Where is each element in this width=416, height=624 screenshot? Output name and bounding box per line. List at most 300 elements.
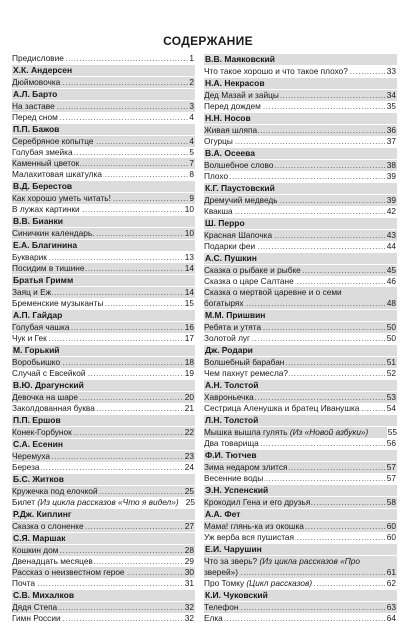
toc-entry [12, 263, 195, 274]
entry-title [12, 263, 85, 274]
toc-entry [204, 462, 397, 473]
entry-title [204, 276, 295, 287]
page-number: 57 [386, 462, 396, 472]
toc-right-column [204, 53, 397, 624]
entry-title-text: Уж верба вся пушистая [204, 532, 295, 542]
entry-title-text: Про Томку [204, 578, 245, 588]
author-heading: Х.К. Андерсен [12, 65, 195, 76]
entry-title [204, 333, 251, 344]
page-number: 35 [386, 101, 396, 111]
author-heading: П.П. Ершов [12, 415, 195, 426]
toc-entry [204, 241, 397, 252]
author-heading: А.С. Пушкин [204, 253, 397, 264]
author-heading: Ф.И. Тютчев [204, 450, 397, 461]
toc-entry [12, 204, 195, 215]
entry-title-text: На заставе [12, 101, 55, 111]
entry-title-text: Как хорошо уметь читать! [12, 193, 111, 203]
toc-entry [204, 368, 397, 379]
page-number: 5 [189, 147, 194, 157]
toc-entry [12, 545, 195, 556]
toc-entry [12, 486, 195, 497]
entry-title-text: Дюймовочка [12, 77, 61, 87]
toc-entry [204, 392, 397, 403]
entry-title-text: Рассказ о неизвестном герое [12, 567, 125, 577]
entry-title-text: Золотой луг [204, 333, 251, 343]
toc-left-column [12, 53, 195, 624]
toc-entry [204, 613, 397, 624]
entry-title [12, 578, 36, 589]
page-number: 58 [386, 497, 396, 507]
author-heading: В.Ю. Драгунский [12, 380, 195, 391]
entry-title [204, 160, 274, 171]
toc-entry [12, 298, 195, 309]
toc-entry [204, 276, 397, 287]
author-heading: Н.Н. Носов [204, 113, 397, 124]
entry-title [204, 532, 295, 543]
page-number: 4 [189, 112, 194, 122]
entry-title [12, 521, 85, 532]
entry-title-text: Мама! глянь-ка из окошка [204, 521, 304, 531]
toc-entry [12, 53, 195, 64]
toc-entry [12, 403, 195, 414]
entry-title-text: Почта [12, 578, 36, 588]
page-number: 14 [184, 263, 194, 273]
entry-title-text: Крокодил Гена и его друзья [204, 497, 311, 507]
entry-title [12, 101, 56, 112]
entry-title-text: Перед дождем [204, 101, 261, 111]
entry-title [12, 486, 99, 497]
toc-entry [12, 169, 195, 180]
page-number: 50 [386, 333, 396, 343]
entry-title [12, 357, 61, 368]
page-number: 25 [185, 497, 195, 507]
page-number: 50 [386, 322, 396, 332]
entry-title [204, 438, 260, 449]
toc-entry [12, 136, 195, 147]
entry-title-text: Синичкин календарь. [12, 228, 95, 238]
entry-title-text: Сказка о рыбаке и рыбке [204, 265, 301, 275]
author-heading: П.П. Бажов [12, 124, 195, 135]
entry-title [12, 112, 59, 123]
entry-title-text: Дремучий медведь [204, 195, 278, 205]
toc-entry [12, 158, 195, 169]
entry-title [12, 169, 103, 180]
entry-title [204, 368, 289, 379]
entry-title [204, 287, 342, 298]
entry-subtitle: (Из цикла рассказов «Про [259, 556, 360, 566]
toc-entry [204, 322, 397, 333]
entry-title-text: Двенадцать месяцев [12, 556, 93, 566]
page-number: 54 [386, 403, 396, 413]
entry-title-text: Сказка о слоненке [12, 521, 84, 531]
entry-title [204, 462, 289, 473]
entry-title-text: Конек-Горбунок [12, 427, 72, 437]
page-number: 8 [189, 169, 194, 179]
page-number: 60 [386, 532, 396, 542]
page-number: 60 [386, 521, 396, 531]
entry-title [204, 473, 264, 484]
page-number: 62 [386, 578, 396, 588]
entry-title [12, 567, 126, 578]
entry-title [12, 228, 95, 239]
page-number: 36 [386, 125, 396, 135]
page-number: 53 [386, 392, 396, 402]
entry-title [204, 195, 279, 206]
entry-title-text: Елка [204, 613, 223, 623]
author-heading: К.И. Чуковский [204, 590, 397, 601]
toc-entry [204, 403, 397, 414]
page-number: 34 [386, 90, 396, 100]
author-heading: М. Горький [12, 345, 195, 356]
toc-entry [204, 195, 397, 206]
entry-title [12, 613, 62, 624]
page-number: 61 [386, 567, 396, 577]
entry-title [12, 193, 112, 204]
author-heading: С.В. Михалков [12, 590, 195, 601]
entry-title-text: Малахитовая шкатулка [12, 169, 102, 179]
toc-entry [204, 171, 397, 182]
entry-title [12, 287, 52, 298]
page-number: 55 [387, 427, 397, 437]
toc-entry [12, 322, 195, 333]
toc-entry [12, 193, 195, 204]
entry-title [12, 147, 74, 158]
entry-title [204, 66, 349, 77]
entry-title [12, 403, 96, 414]
entry-subtitle: (Цикл рассказов) [246, 578, 313, 588]
entry-title-text: Предисловие [12, 53, 64, 63]
page-number: 4 [189, 136, 194, 146]
page-title: СОДЕРЖАНИЕ [163, 34, 253, 48]
entry-title [12, 77, 61, 88]
toc-entry [204, 438, 397, 449]
page-number: 13 [184, 252, 194, 262]
page-number: 10 [184, 204, 194, 214]
entry-title-text: Квакша [204, 206, 233, 216]
entry-title-text: Кошкин дом [12, 545, 59, 555]
page-number: 57 [386, 473, 396, 483]
toc-entry [12, 228, 195, 239]
entry-title-text: Плохо [204, 171, 229, 181]
entry-title-text: Мышка вышла гулять [204, 427, 288, 437]
entry-title [204, 241, 256, 252]
page-number: 42 [386, 206, 396, 216]
page-number: 38 [386, 160, 396, 170]
entry-title-text: Дед Мазай и зайцы [204, 90, 279, 100]
entry-title-text: Чук и Гек [12, 333, 47, 343]
entry-title-text: Случай с Евсейкой [12, 368, 86, 378]
entry-title-text: Перед сном [12, 112, 58, 122]
entry-title-text: Береза [12, 462, 40, 472]
author-heading: В.А. Осеева [204, 148, 397, 159]
entry-title-text: Красная Шапочка [204, 230, 273, 240]
page-number: 33 [386, 66, 396, 76]
entry-title [204, 427, 368, 438]
toc-entry [12, 368, 195, 379]
toc-entry-line [204, 556, 397, 567]
toc-entry [204, 125, 397, 136]
toc-entry [204, 265, 397, 276]
entry-subtitle: (Из «Новой азбуки») [289, 427, 369, 437]
entry-title [12, 556, 94, 567]
author-heading: С.Я. Маршак [12, 533, 195, 544]
author-heading: В.В. Маяковский [204, 54, 397, 65]
page-number: 29 [184, 556, 194, 566]
toc-entry [204, 333, 397, 344]
entry-title-text: Заколдованная буква [12, 403, 95, 413]
page-number: 45 [386, 265, 396, 275]
toc-entry [12, 77, 195, 88]
entry-title [204, 392, 255, 403]
toc-entry [204, 521, 397, 532]
toc-entry [12, 602, 195, 613]
entry-title-text: Сказка о мертвой царевне и о семи [204, 287, 342, 297]
page-number: 27 [184, 521, 194, 531]
page-number: 14 [184, 287, 194, 297]
entry-title [204, 322, 262, 333]
toc-entry [204, 66, 397, 77]
author-heading: К.Г. Паустовский [204, 183, 397, 194]
toc-entry [204, 90, 397, 101]
toc-entry [12, 462, 195, 473]
toc-entry [204, 160, 397, 171]
entry-title-text: Дядя Степа [12, 602, 58, 612]
toc-entry [204, 427, 397, 438]
entry-title [12, 136, 95, 147]
entry-title-text: Телефон [204, 602, 239, 612]
entry-title-text: Что такое хорошо и что такое плохо? [204, 66, 348, 76]
toc-entry [12, 556, 195, 567]
entry-title [204, 521, 305, 532]
entry-title-text: Заяц и Еж [12, 287, 52, 297]
entry-title-text: Что за зверь? [204, 556, 258, 566]
author-heading: Н.А. Некрасов [204, 78, 397, 89]
entry-title [12, 333, 48, 344]
entry-title-text: Гимн России [12, 613, 61, 623]
toc-entry [12, 567, 195, 578]
entry-title-text: Черемуха [12, 451, 50, 461]
entry-title [204, 602, 239, 613]
page-number: 19 [184, 368, 194, 378]
author-heading: Р.Дж. Киплинг [12, 509, 195, 520]
entry-title [12, 368, 87, 379]
page-number: 52 [386, 368, 396, 378]
author-heading: Е.И. Чарушин [204, 544, 397, 555]
page-number: 23 [184, 451, 194, 461]
author-heading: А.А. Фет [204, 509, 397, 520]
author-heading: В.В. Бианки [12, 216, 195, 227]
entry-subtitle: (Из цикла рассказов «Что я видел») [37, 497, 179, 507]
page-number: 24 [184, 462, 194, 472]
toc-entry [12, 101, 195, 112]
entry-title-continued: зверей») [204, 567, 238, 577]
page-number: 15 [184, 298, 194, 308]
entry-title-text: Два товарища [204, 438, 259, 448]
entry-title [204, 171, 229, 182]
entry-title [12, 427, 73, 438]
author-heading: Л.Н. Толстой [204, 415, 397, 426]
author-heading: А.П. Гайдар [12, 310, 195, 321]
entry-title [12, 298, 104, 309]
entry-title [204, 357, 285, 368]
author-heading: Дж. Родари [204, 345, 397, 356]
toc-entry [204, 473, 397, 484]
page-number: 7 [189, 158, 194, 168]
page-number: 46 [386, 276, 396, 286]
toc-entry [12, 333, 195, 344]
page-number: 48 [386, 298, 396, 308]
toc-entry [204, 532, 397, 543]
toc-entry [12, 252, 195, 263]
entry-title-text: В лужах картинки [12, 204, 80, 214]
entry-title-text: Букварик [12, 252, 47, 262]
entry-title [204, 101, 262, 112]
author-heading: Ш. Перро [204, 218, 397, 229]
page-number: 28 [184, 545, 194, 555]
toc-entry [12, 613, 195, 624]
entry-title-text: Серебряное копытце [12, 136, 94, 146]
entry-title [204, 403, 360, 414]
entry-title [204, 136, 234, 147]
toc-entry [204, 206, 397, 217]
toc-entry [12, 497, 195, 508]
author-heading: А.Н. Толстой [204, 380, 397, 391]
page-number: 43 [386, 230, 396, 240]
entry-title-text: Хавроньечка [204, 392, 254, 402]
page-number: 21 [184, 403, 194, 413]
page-number: 56 [386, 438, 396, 448]
toc-entry [204, 602, 397, 613]
page-number: 22 [184, 427, 194, 437]
toc-entry [204, 101, 397, 112]
toc-entry [204, 357, 397, 368]
entry-title-text: Чем пахнут ремесла? [204, 368, 289, 378]
toc-entry [204, 136, 397, 147]
entry-title [12, 392, 79, 403]
entry-title [204, 613, 224, 624]
entry-title [204, 90, 280, 101]
page-number: 32 [184, 613, 194, 623]
entry-title [12, 158, 80, 169]
entry-title [204, 265, 302, 276]
toc-entry-line [204, 567, 397, 578]
toc-entry [204, 230, 397, 241]
toc-entry [12, 521, 195, 532]
entry-title [204, 578, 313, 589]
author-heading: М.М. Пришвин [204, 310, 397, 321]
entry-title-text: Волшебный барабан [204, 357, 285, 367]
entry-title [204, 497, 311, 508]
entry-title-text: Билет [12, 497, 36, 507]
page-number: 3 [189, 101, 194, 111]
author-heading: В.Д. Берестов [12, 181, 195, 192]
page-number: 10 [184, 228, 194, 238]
entry-title [204, 556, 360, 567]
toc-entry [204, 578, 397, 589]
page-number: 17 [184, 333, 194, 343]
entry-title-text: Огурцы [204, 136, 233, 146]
page-number: 31 [184, 578, 194, 588]
entry-title-text: Волшебное слово [204, 160, 274, 170]
page-number: 9 [189, 193, 194, 203]
entry-title [12, 204, 81, 215]
page-number: 30 [184, 567, 194, 577]
entry-title [12, 497, 179, 508]
toc-entry [12, 112, 195, 123]
toc-entry [204, 497, 397, 508]
toc-entry [12, 427, 195, 438]
entry-title-text: Посидим в тишине [12, 263, 85, 273]
toc-entry [12, 147, 195, 158]
page-number: 1 [189, 53, 194, 63]
page-number: 63 [386, 602, 396, 612]
entry-title-text: Ребята и утята [204, 322, 262, 332]
entry-title [12, 462, 41, 473]
toc-entry-multiline [204, 556, 397, 578]
toc-entry-multiline [204, 287, 397, 309]
entry-title-continued: богатырях [204, 298, 244, 308]
toc-entry [12, 578, 195, 589]
author-heading: А.Л. Барто [12, 89, 195, 100]
entry-title [204, 125, 258, 136]
page-number: 44 [386, 241, 396, 251]
entry-title-text: Воробьишко [12, 357, 61, 367]
entry-title-text: Подарки феи [204, 241, 256, 251]
page-number: 18 [184, 357, 194, 367]
toc-entry [12, 287, 195, 298]
entry-title-text: Весенние воды [204, 473, 264, 483]
entry-title [12, 545, 59, 556]
toc-entry [12, 451, 195, 462]
page-number: 2 [189, 77, 194, 87]
toc-entry [12, 392, 195, 403]
author-heading: Братья Гримм [12, 275, 195, 286]
entry-title-text: Девочка на шаре [12, 392, 79, 402]
page-number: 32 [184, 602, 194, 612]
entry-title-text: Бременские музыканты [12, 298, 104, 308]
author-heading: Э.Н. Успенский [204, 485, 397, 496]
author-heading: Е.А. Благинина [12, 240, 195, 251]
page-number: 39 [386, 171, 396, 181]
entry-title-text: Голубая змейка [12, 147, 73, 157]
entry-title-text: Кружечка под елочкой [12, 486, 98, 496]
author-heading: Б.С. Житков [12, 474, 195, 485]
entry-title [12, 53, 65, 64]
entry-title-text: Каменный цветок [12, 158, 80, 168]
toc-entry-line [204, 287, 397, 298]
toc-entry [12, 357, 195, 368]
entry-title-text: Голубая чашка [12, 322, 70, 332]
entry-title-text: Сказка о царе Салтане [204, 276, 294, 286]
entry-title [12, 602, 58, 613]
page-number: 39 [386, 195, 396, 205]
page-number: 16 [184, 322, 194, 332]
entry-title [12, 322, 70, 333]
entry-title-text: Сестрица Аленушка и братец Иванушка [204, 403, 360, 413]
page-number: 51 [386, 357, 396, 367]
page-number: 37 [386, 136, 396, 146]
entry-title-text: Живая шляпа [204, 125, 258, 135]
entry-title [12, 451, 51, 462]
entry-title [12, 252, 48, 263]
page-number: 64 [386, 613, 396, 623]
page-number: 25 [184, 486, 194, 496]
author-heading: С.А. Есенин [12, 439, 195, 450]
entry-title [204, 206, 234, 217]
toc-entry-line [204, 298, 397, 309]
entry-title-text: Зима недаром злится [204, 462, 288, 472]
entry-title [204, 230, 273, 241]
